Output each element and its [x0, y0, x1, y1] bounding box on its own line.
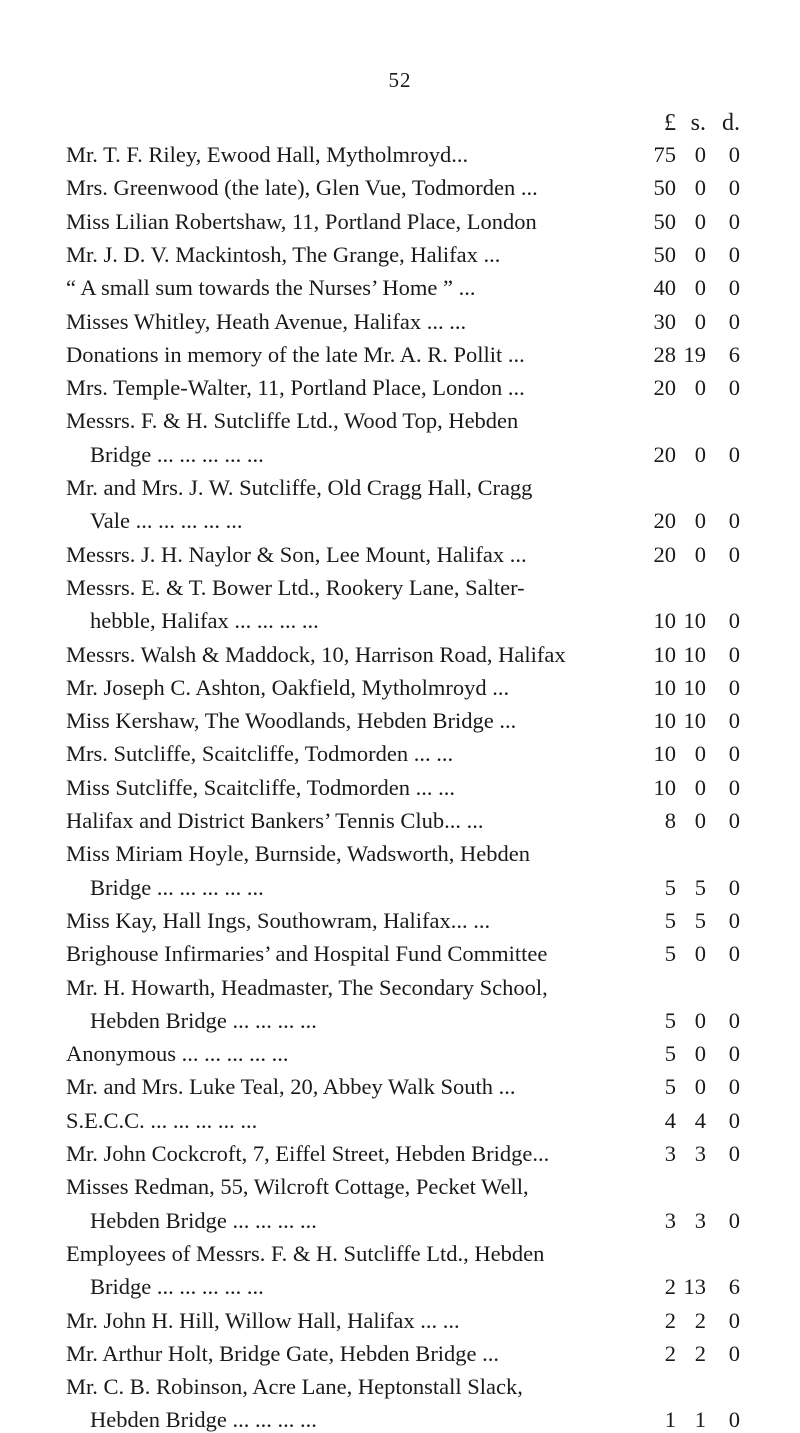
- amount-pounds: 20: [653, 375, 676, 401]
- amount-pounds: 2: [664, 1274, 676, 1300]
- amount-pence: 0: [728, 1407, 740, 1433]
- donor-name: Mrs. Greenwood (the late), Glen Vue, Todmorden ...: [66, 175, 538, 201]
- shillings-column-header: s.: [690, 110, 706, 136]
- page-number: 52: [388, 68, 412, 92]
- amount-shillings: 0: [694, 808, 706, 833]
- amount-shillings: 0: [694, 774, 706, 800]
- amount-pounds: 5: [664, 1074, 676, 1100]
- donor-name: Miss Lilian Robertshaw, 11, Portland Place, London: [66, 208, 537, 234]
- donor-name: Employees of Messrs. F. & H. Sutcliffe Ltd., Hebden: [66, 1240, 545, 1266]
- amount-pence: 0: [728, 175, 740, 201]
- amount-shillings: 2: [694, 1307, 706, 1333]
- amount-pounds: 10: [653, 741, 676, 767]
- amount-pounds: 10: [653, 708, 676, 734]
- amount-pence: 6: [728, 1274, 740, 1300]
- amount-pence: 0: [728, 708, 740, 734]
- amount-shillings: 0: [694, 175, 706, 201]
- amount-pence: 0: [728, 874, 740, 900]
- amount-shillings: 0: [694, 1041, 706, 1067]
- amount-shillings: 2: [694, 1340, 706, 1366]
- amount-pence: 0: [728, 774, 740, 800]
- donor-name: Mr. Arthur Holt, Bridge Gate, Hebden Bridge ...: [66, 1340, 500, 1366]
- amount-pounds: 5: [664, 1041, 676, 1067]
- amount-shillings: 0: [694, 308, 706, 334]
- amount-shillings: 3: [694, 1207, 706, 1233]
- amount-pence: 0: [728, 1107, 740, 1133]
- amount-pence: 0: [728, 674, 740, 700]
- amount-shillings: 10: [683, 641, 706, 667]
- amount-pounds: 28: [653, 341, 676, 367]
- donor-name: Mr. and Mrs. J. W. Sutcliffe, Old Cragg Hall, Cragg: [66, 475, 533, 500]
- donor-name: S.E.C.C. ... ... ... ... ...: [66, 1107, 258, 1133]
- donor-name: Mr. J. D. V. Mackintosh, The Grange, Halifax ...: [66, 241, 501, 267]
- amount-pounds: 5: [664, 874, 676, 900]
- amount-pence: 0: [728, 541, 740, 567]
- donor-name: Hebden Bridge ... ... ... ...: [90, 1207, 317, 1233]
- donor-name: Bridge ... ... ... ... ...: [90, 441, 264, 467]
- pounds-column-header: £: [664, 110, 676, 136]
- donor-name: Miss Sutcliffe, Scaitcliffe, Todmorden ... ...: [66, 774, 456, 800]
- amount-shillings: 5: [694, 874, 706, 900]
- donor-name: Mrs. Temple-Walter, 11, Portland Place, London ...: [66, 375, 525, 401]
- amount-pounds: 20: [653, 441, 676, 467]
- amount-shillings: 0: [694, 275, 706, 301]
- donor-name: Misses Redman, 55, Wilcroft Cottage, Pecket Well,: [66, 1174, 529, 1200]
- donor-name: Mr. John H. Hill, Willow Hall, Halifax ... ...: [66, 1307, 460, 1333]
- donor-name: Mr. John Cockcroft, 7, Eiffel Street, Hebden Bridge...: [66, 1141, 550, 1166]
- amount-shillings: 0: [694, 208, 706, 234]
- donor-name: Hebden Bridge ... ... ... ...: [90, 1407, 317, 1433]
- amount-pounds: 1: [664, 1407, 676, 1433]
- amount-pounds: 20: [653, 508, 676, 534]
- donor-name: Misses Whitley, Heath Avenue, Halifax ... ...: [66, 308, 467, 334]
- amount-pounds: 10: [653, 608, 676, 634]
- amount-pence: 0: [728, 208, 740, 234]
- amount-pounds: 20: [653, 541, 676, 567]
- donor-name: Miss Miriam Hoyle, Burnside, Wadsworth, Hebden: [66, 841, 530, 867]
- donor-name: Mr. C. B. Robinson, Acre Lane, Heptonstall Slack,: [66, 1374, 523, 1400]
- donor-name: Miss Kay, Hall Ings, Southowram, Halifax... ...: [66, 907, 491, 933]
- amount-pounds: 3: [664, 1141, 676, 1166]
- amount-pence: 0: [728, 641, 740, 667]
- amount-pounds: 2: [664, 1340, 676, 1366]
- donor-name: Mr. T. F. Riley, Ewood Hall, Mytholmroyd...: [66, 142, 469, 167]
- donor-name: Messrs. E. & T. Bower Ltd., Rookery Lane, Salter-: [66, 574, 525, 600]
- amount-pounds: 8: [664, 808, 676, 833]
- amount-pence: 0: [728, 308, 740, 334]
- amount-pounds: 10: [653, 641, 676, 667]
- donor-name: Vale ... ... ... ... ...: [90, 508, 243, 534]
- amount-pence: 0: [728, 808, 740, 833]
- amount-shillings: 0: [694, 1074, 706, 1100]
- amount-shillings: 4: [694, 1107, 706, 1133]
- amount-shillings: 0: [694, 541, 706, 567]
- donor-name: Bridge ... ... ... ... ...: [90, 1274, 264, 1300]
- amount-pence: 0: [728, 1340, 740, 1366]
- amount-shillings: 10: [683, 708, 706, 734]
- amount-shillings: 0: [694, 941, 706, 967]
- donor-name: Miss Kershaw, The Woodlands, Hebden Bridge ...: [66, 708, 517, 734]
- donor-name: Anonymous ... ... ... ... ...: [66, 1041, 289, 1067]
- amount-shillings: 5: [694, 907, 706, 933]
- amount-pence: 0: [728, 142, 740, 167]
- amount-shillings: 19: [683, 341, 706, 367]
- amount-shillings: 0: [694, 375, 706, 401]
- amount-pence: 0: [728, 1007, 740, 1033]
- donor-name: Messrs. F. & H. Sutcliffe Ltd., Wood Top, Hebden: [66, 408, 519, 434]
- amount-pence: 0: [728, 1207, 740, 1233]
- amount-pounds: 5: [664, 1007, 676, 1033]
- amount-shillings: 3: [694, 1141, 706, 1166]
- amount-shillings: 10: [683, 674, 706, 700]
- amount-pence: 0: [728, 941, 740, 967]
- pence-column-header: d.: [722, 110, 740, 136]
- amount-pence: 0: [728, 1141, 740, 1166]
- amount-pounds: 50: [653, 241, 676, 267]
- amount-pence: 0: [728, 1074, 740, 1100]
- donor-name: Mrs. Sutcliffe, Scaitcliffe, Todmorden ... ...: [66, 741, 454, 767]
- amount-shillings: 1: [694, 1407, 706, 1433]
- amount-shillings: 0: [694, 142, 706, 167]
- donor-name: hebble, Halifax ... ... ... ...: [90, 608, 319, 634]
- amount-pounds: 40: [653, 275, 676, 301]
- donor-name: Donations in memory of the late Mr. A. R. Pollit ...: [66, 341, 525, 367]
- amount-shillings: 0: [694, 508, 706, 534]
- amount-pence: 0: [728, 441, 740, 467]
- amount-pence: 0: [728, 241, 740, 267]
- amount-pounds: 10: [653, 674, 676, 700]
- amount-shillings: 0: [694, 441, 706, 467]
- amount-pounds: 3: [664, 1207, 676, 1233]
- amount-pounds: 50: [653, 175, 676, 201]
- donor-name: Brighouse Infirmaries’ and Hospital Fund Committee: [66, 941, 548, 967]
- donor-name: “ A small sum towards the Nurses’ Home ” ...: [66, 275, 476, 301]
- donor-name: Hebden Bridge ... ... ... ...: [90, 1007, 317, 1033]
- amount-shillings: 10: [683, 608, 706, 634]
- amount-pence: 0: [728, 1041, 740, 1067]
- donor-name: Mr. Joseph C. Ashton, Oakfield, Mytholmroyd ...: [66, 674, 510, 700]
- amount-pence: 6: [728, 341, 740, 367]
- amount-pence: 0: [728, 1307, 740, 1333]
- donor-name: Messrs. J. H. Naylor & Son, Lee Mount, Halifax ...: [66, 541, 527, 567]
- amount-pounds: 4: [664, 1107, 676, 1133]
- donor-name: Bridge ... ... ... ... ...: [90, 874, 264, 900]
- amount-shillings: 0: [694, 1007, 706, 1033]
- amount-pence: 0: [728, 741, 740, 767]
- donor-name: Messrs. Walsh & Maddock, 10, Harrison Road, Halifax: [66, 641, 566, 667]
- amount-pounds: 75: [653, 142, 676, 167]
- amount-pence: 0: [728, 375, 740, 401]
- donor-name: Mr. and Mrs. Luke Teal, 20, Abbey Walk South ...: [66, 1074, 516, 1100]
- amount-pence: 0: [728, 608, 740, 634]
- amount-pounds: 2: [664, 1307, 676, 1333]
- amount-pounds: 30: [653, 308, 676, 334]
- amount-pounds: 5: [664, 907, 676, 933]
- donor-name: Mr. H. Howarth, Headmaster, The Secondary School,: [66, 974, 548, 1000]
- amount-pence: 0: [728, 907, 740, 933]
- amount-shillings: 0: [694, 741, 706, 767]
- amount-pounds: 50: [653, 208, 676, 234]
- amount-pounds: 10: [653, 774, 676, 800]
- amount-pounds: 5: [664, 941, 676, 967]
- amount-shillings: 0: [694, 241, 706, 267]
- donor-name: Halifax and District Bankers’ Tennis Club... ...: [66, 808, 484, 833]
- amount-shillings: 13: [683, 1274, 706, 1300]
- amount-pence: 0: [728, 508, 740, 534]
- amount-pence: 0: [728, 275, 740, 301]
